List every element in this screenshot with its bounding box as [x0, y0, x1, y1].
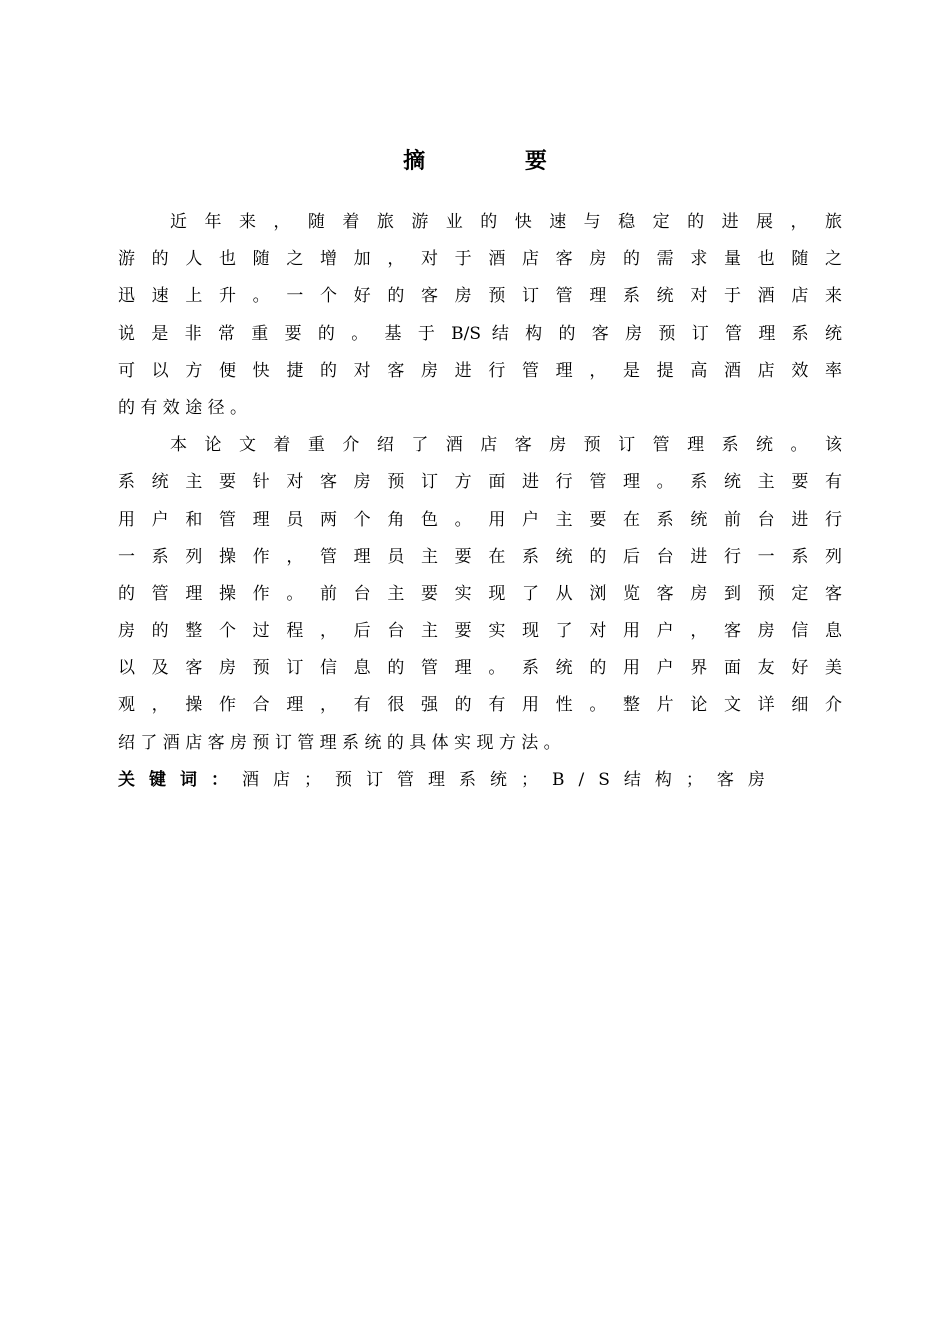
paragraph-2-line-6: 房 的 整 个 过 程 ， 后 台 主 要 实 现 了 对 用 户 ， 客 房 信 息	[118, 621, 842, 642]
paragraph-1-line-5: 可 以 方 便 快 捷 的 对 客 房 进 行 管 理 ， 是 提 高 酒 店 效 率	[118, 360, 842, 381]
keywords-label: 关键词：	[118, 769, 242, 790]
paragraph-2-line-8: 观 ， 操 作 合 理 ， 有 很 强 的 有 用 性 。 整 片 论 文 详 细 介	[118, 695, 842, 716]
paragraph-1-line-3: 迅 速 上 升 。 一 个 好 的 客 房 预 订 管 理 系 统 对 于 酒 店 来	[118, 286, 842, 307]
paragraph-1	[118, 204, 842, 427]
paragraph-1-line-4: 说 是 非 常 重 要 的 。 基 于 B/S 结 构 的 客 房 预 订 管 理 系 统	[118, 323, 842, 344]
paragraph-1-line-2: 游 的 人 也 随 之 增 加 ， 对 于 酒 店 客 房 的 需 求 量 也 随 之	[118, 249, 842, 270]
keywords-line	[118, 762, 842, 799]
paragraph-2-line-5: 的 管 理 操 作 。 前 台 主 要 实 现 了 从 浏 览 客 房 到 预 定 客	[118, 583, 842, 604]
abstract-body	[118, 204, 842, 799]
keywords-text: 酒店；预订管理系统；B/S结构；客房	[242, 769, 779, 790]
paragraph-1-line-6: 的 有 效 途 径 。	[118, 397, 248, 418]
paragraph-2	[118, 427, 842, 762]
paragraph-2-line-2: 系 统 主 要 针 对 客 房 预 订 方 面 进 行 管 理 。 系 统 主 要 有	[118, 472, 842, 493]
paragraph-2-line-7: 以 及 客 房 预 订 信 息 的 管 理 。 系 统 的 用 户 界 面 友 好 美	[118, 658, 842, 679]
paragraph-2-line-1: 本 论 文 着 重 介 绍 了 酒 店 客 房 预 订 管 理 系 统 。 该	[170, 435, 842, 456]
abstract-title: 摘 要	[403, 149, 593, 174]
paragraph-1-line-1: 近 年 来 ， 随 着 旅 游 业 的 快 速 与 稳 定 的 进 展 ， 旅	[170, 212, 842, 232]
paragraph-2-line-3: 用 户 和 管 理 员 两 个 角 色 。 用 户 主 要 在 系 统 前 台 进 行	[118, 509, 842, 530]
paragraph-2-line-9: 绍 了 酒 店 客 房 预 订 管 理 系 统 的 具 体 实 现 方 法 。	[118, 732, 561, 753]
paragraph-2-line-4: 一 系 列 操 作 ， 管 理 员 主 要 在 系 统 的 后 台 进 行 一 系 列	[118, 546, 842, 567]
